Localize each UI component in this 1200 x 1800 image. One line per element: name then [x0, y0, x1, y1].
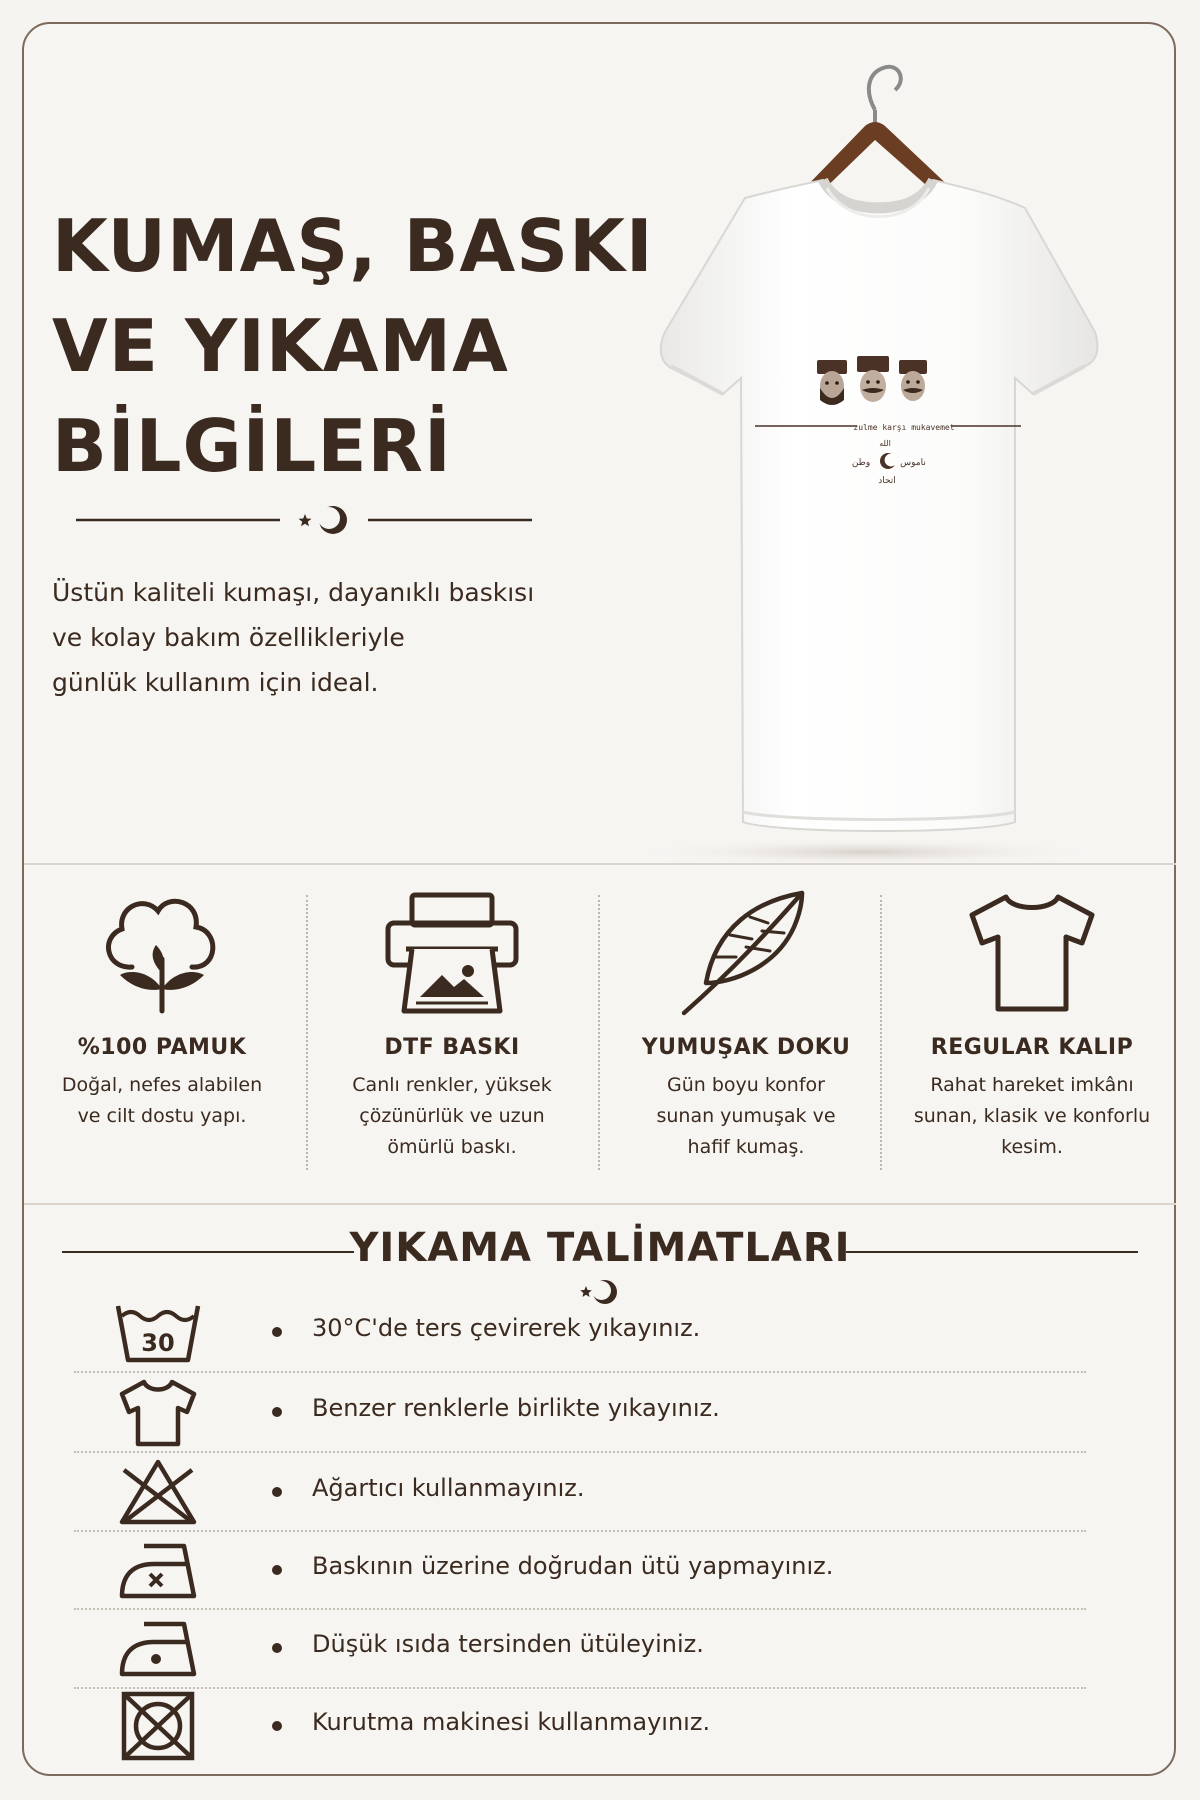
feature-title: REGULAR KALIP: [930, 1035, 1134, 1060]
wash-item-text: Baskının üzerine doğrudan ütü yapmayınız.: [312, 1552, 834, 1580]
wash-item-4: [74, 1530, 1086, 1610]
wash-item-text: Kurutma makinesi kullanmayınız.: [312, 1708, 711, 1736]
title-line-1: KUMAŞ, BASKI: [52, 204, 654, 288]
wash-item-6: [74, 1686, 1086, 1766]
print-tagline: zulme karşı mukavemet: [853, 423, 955, 432]
feature-separator: [306, 895, 308, 1170]
crescent-icon: [318, 506, 347, 534]
intro-line-1: Üstün kaliteli kumaşı, dayanıklı baskısı: [52, 578, 535, 607]
tshirt-icon: [962, 887, 1102, 1017]
page-title: [52, 196, 654, 496]
wash-temp-label: 30: [141, 1329, 175, 1357]
print-arabic-right: ناموس: [900, 458, 926, 468]
feature-dtf: [312, 875, 592, 1185]
list-bullet: [272, 1327, 282, 1337]
wash-item-text: Ağartıcı kullanmayınız.: [312, 1474, 585, 1502]
printer-icon: [382, 887, 522, 1017]
feature-cotton: [22, 875, 302, 1185]
crescent-star-divider: [52, 505, 532, 535]
feature-desc-line: kesim.: [1001, 1136, 1063, 1158]
intro-text: [52, 570, 572, 705]
intro-line-2: ve kolay bakım özellikleriyle: [52, 623, 405, 652]
intro-line-3: günlük kullanım için ideal.: [52, 668, 379, 697]
tshirt-similar-colors-icon: [114, 1376, 202, 1448]
no-tumble-dry-icon: [114, 1690, 202, 1762]
feature-desc-line: sunan yumuşak ve: [656, 1105, 836, 1127]
feature-title: %100 PAMUK: [77, 1035, 247, 1060]
cotton-icon: [92, 887, 232, 1017]
wash-item-text: 30°C'de ters çevirerek yıkayınız.: [312, 1314, 701, 1342]
feature-desc-line: ve cilt dostu yapı.: [77, 1105, 247, 1127]
list-bullet: [272, 1643, 282, 1653]
wash-item-3: [74, 1452, 1086, 1532]
section-divider-1: [24, 863, 1176, 865]
list-bullet: [272, 1565, 282, 1575]
feature-desc-line: Rahat hareket imkânı: [930, 1074, 1134, 1096]
feature-desc: [606, 1070, 886, 1163]
feature-desc-line: Gün boyu konfor: [667, 1074, 825, 1096]
feature-soft: [606, 875, 886, 1185]
product-tshirt-image: [565, 22, 1195, 862]
print-arabic-top: الله: [879, 439, 891, 448]
section-divider-2: [24, 1203, 1176, 1205]
no-bleach-icon: [114, 1456, 202, 1528]
feature-desc: [22, 1070, 302, 1132]
feature-desc-line: Canlı renkler, yüksek: [352, 1074, 552, 1096]
feature-title: YUMUŞAK DOKU: [641, 1035, 851, 1060]
feature-desc-line: Doğal, nefes alabilen: [61, 1074, 263, 1096]
list-bullet: [272, 1721, 282, 1731]
feature-desc: [312, 1070, 592, 1163]
feature-desc-line: hafif kumaş.: [687, 1136, 805, 1158]
feather-icon: [676, 887, 816, 1017]
wash-item-text: Benzer renklerle birlikte yıkayınız.: [312, 1394, 720, 1422]
title-line-2: VE YIKAMA: [52, 304, 509, 388]
list-bullet: [272, 1487, 282, 1497]
wash-item-1: [74, 1292, 1086, 1372]
print-arabic-left: وطن: [851, 458, 871, 468]
print-arabic-bottom: اتحاد: [878, 476, 896, 486]
wash-item-text: Düşük ısıda tersinden ütüleyiniz.: [312, 1630, 704, 1658]
features-section: [22, 875, 1152, 1185]
print-portraits-icon: [817, 356, 927, 405]
feature-desc-line: ömürlü baskı.: [387, 1136, 517, 1158]
wash-item-2: [74, 1372, 1086, 1452]
list-bullet: [272, 1407, 282, 1417]
feature-regular-fit: [892, 875, 1172, 1185]
feature-desc-line: sunan, klasik ve konforlu: [913, 1105, 1151, 1127]
feature-separator: [880, 895, 882, 1170]
no-iron-on-print-icon: [114, 1534, 202, 1606]
feature-desc-line: çözünürlük ve uzun: [359, 1105, 545, 1127]
low-heat-iron-icon: [114, 1612, 202, 1684]
wash-item-5: [74, 1608, 1086, 1688]
wash-section-title: YIKAMA TALİMATLARI: [349, 1225, 851, 1271]
wash-30-icon: [114, 1296, 202, 1368]
star-icon: [299, 514, 312, 526]
feature-separator: [598, 895, 600, 1170]
title-line-3: BİLGİLERİ: [52, 404, 452, 488]
feature-title: DTF BASKI: [384, 1035, 520, 1060]
feature-desc: [892, 1070, 1172, 1163]
